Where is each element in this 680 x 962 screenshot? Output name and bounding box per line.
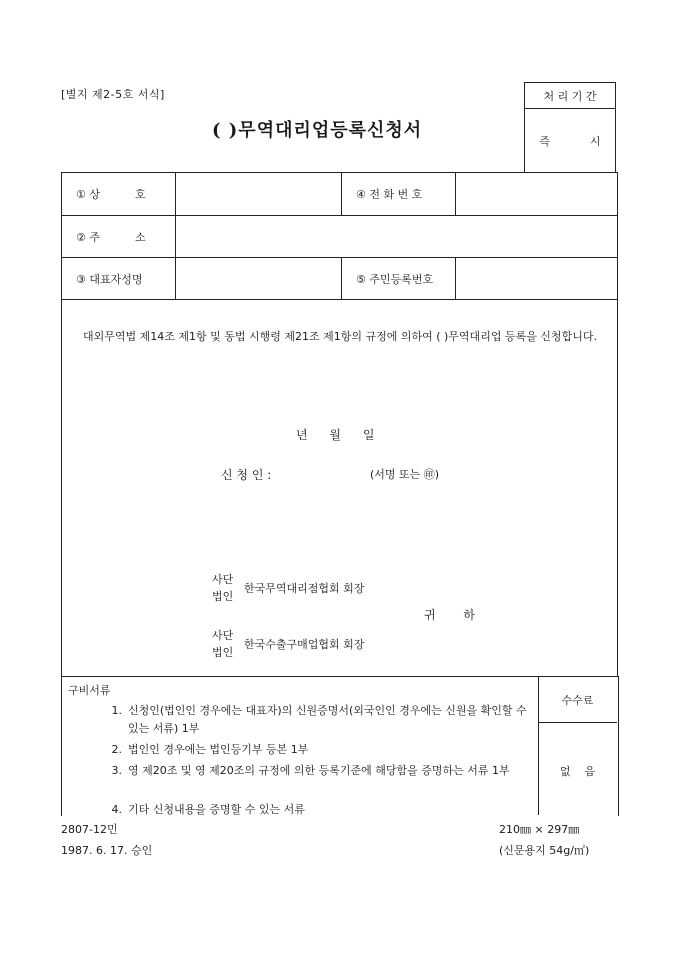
fee-value: 없 음 — [559, 765, 596, 778]
org2-prefix: 사단 법인 — [212, 629, 234, 659]
documents-heading: 구비서류 — [68, 684, 111, 697]
fee-divider — [538, 722, 617, 723]
honorific: 귀 하 — [424, 608, 487, 622]
approval-date: 1987. 6. 17. 승인 — [61, 844, 153, 857]
form-id: [별지 제2-5호 서식] — [61, 88, 165, 101]
org2-name: 한국수출구매업협회 회장 — [244, 638, 365, 651]
application-date: 년 월 일 — [296, 428, 375, 442]
processing-period-label: 처 리 기 간 — [525, 83, 616, 109]
resident-no-label: ⑤ 주민등록번호 — [342, 258, 456, 300]
company-name-label: ① 상 호 — [62, 173, 176, 216]
document-item-4: 4. 기타 신청내용을 증명할 수 있는 서류 — [111, 803, 305, 815]
paper-size: 210㎜ × 297㎜ — [499, 823, 580, 836]
org1-name: 한국무역대리점협회 회장 — [244, 582, 365, 595]
form-title: ( )무역대리업등록신청서 — [212, 120, 423, 141]
processing-value-2: 시 — [590, 134, 601, 148]
document-item-3: 3. 영 제20조 및 영 제20조의 규정에 의한 등록기준에 해당함을 증명하는 서류 1부 — [111, 764, 510, 777]
resident-no-field[interactable] — [456, 258, 618, 300]
declaration-text: 대외무역법 제14조 제1항 및 동법 시행령 제21조 제1항의 규정에 의하여 ( )무역대리업 등록을 신청합니다. — [83, 330, 597, 343]
company-name-field[interactable] — [176, 173, 342, 216]
signature-note: (서명 또는 ㊞) — [370, 468, 440, 481]
processing-period-value — [525, 109, 616, 173]
address-label: ② 주 소 — [62, 216, 176, 258]
phone-field[interactable] — [456, 173, 618, 216]
representative-field[interactable] — [176, 258, 342, 300]
representative-label: ③ 대표자성명 — [62, 258, 176, 300]
form-code: 2807-12민 — [61, 823, 118, 836]
processing-period-box — [524, 82, 616, 173]
address-field[interactable] — [176, 216, 618, 258]
applicant-info-table — [61, 172, 618, 677]
document-item-1: 1. 신청인(법인인 경우에는 대표자)의 신원증명서(외국인인 경우에는 신원을 확인할 수 있는 서류) 1부 — [111, 704, 527, 735]
document-item-2: 2. 법인인 경우에는 법인등기부 등본 1부 — [111, 743, 309, 756]
processing-value-1: 즉 — [539, 134, 550, 148]
paper-type: (신문용지 54g/㎡) — [499, 844, 590, 857]
applicant-label: 신 청 인 : — [221, 468, 272, 482]
org1-prefix: 사단 법인 — [212, 573, 234, 603]
fee-label: 수수료 — [561, 694, 594, 707]
phone-label: ④ 전 화 번 호 — [342, 173, 456, 216]
declaration-area — [62, 300, 618, 677]
